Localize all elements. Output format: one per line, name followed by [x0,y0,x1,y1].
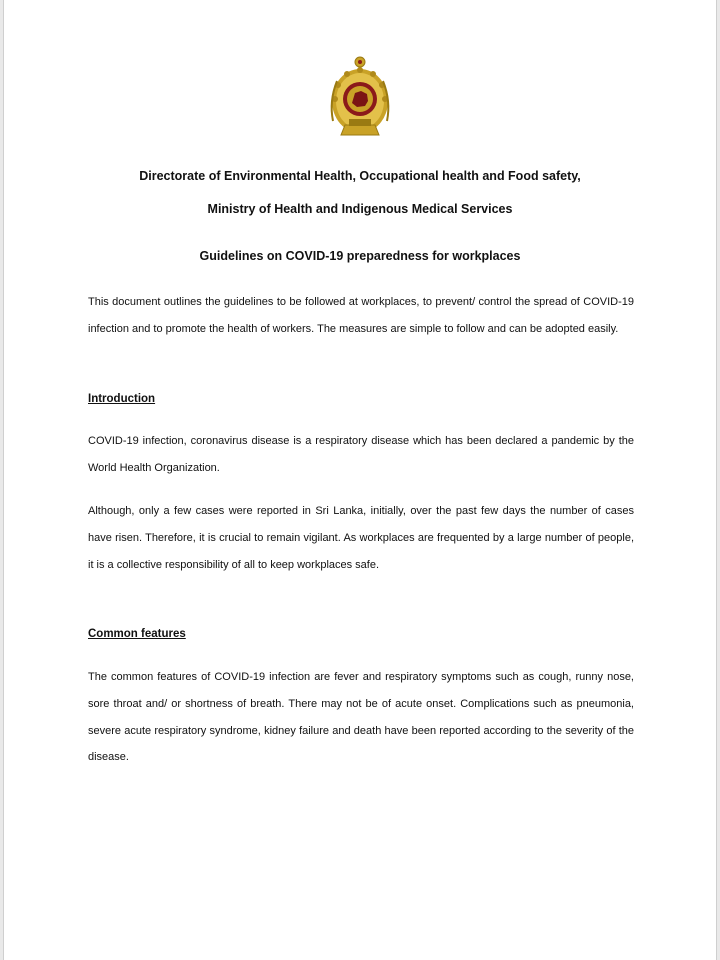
document-page [4,0,716,960]
common-features-paragraph: The common features of COVID-19 infection are fever and respiratory symptoms such as cough, runny nose, sore throat and/ or shortness of breath. There may not be of acute onset. Complications such as pneumonia, severe acute respiratory syndrome, kidney failure and death have been reported according to the severity of the disease. [88,671,634,764]
guidelines-title: Guidelines on COVID-19 preparedness for workplaces [199,249,521,263]
section-heading-common-features: Common features [88,628,186,640]
heading-ministry: Ministry of Health and Indigenous Medical Services [207,202,513,216]
intro-paragraph: This document outlines the guidelines to be followed at workplaces, to prevent/ control the spread of COVID-19 infection and to promote the health of workers. The measures are simple to follow and can be adopted easily. [88,296,634,335]
introduction-paragraph-1: COVID-19 infection, coronavirus disease is a respiratory disease which has been declared a pandemic by the World Health Organization. [88,435,634,474]
section-heading-introduction: Introduction [88,393,156,405]
introduction-paragraph-2: Although, only a few cases were reported in Sri Lanka, initially, over the past few days the number of cases have risen. Therefore, it is crucial to remain vigilant. As workplaces are frequented by a large number of people, it is a collective responsibility of all to keep workplaces safe. [88,505,634,571]
national-emblem-icon [327,55,393,141]
heading-directorate: Directorate of Environmental Health, Occupational health and Food safety, [139,169,581,183]
